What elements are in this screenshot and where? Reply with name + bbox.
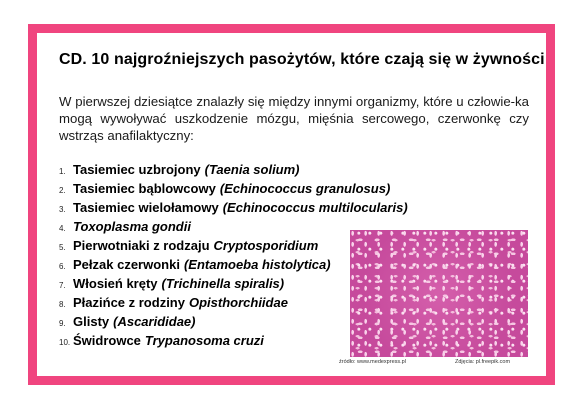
item-latin: Trypanosoma cruzi: [144, 333, 264, 348]
item-number: 4.: [59, 224, 66, 233]
item-latin: (Echinococcus multilocularis): [222, 200, 408, 215]
item-name: Pierwotniaki z rodzaju: [73, 238, 210, 253]
item-number: 3.: [59, 205, 66, 214]
photo-credit: Zdjęcia: pl.freepik.com: [455, 359, 511, 365]
item-latin: (Entamoeba histolytica): [183, 257, 331, 272]
item-latin: (Trichinella spiralis): [161, 276, 285, 291]
item-number: 8.: [59, 300, 66, 309]
microscope-image: [350, 230, 528, 357]
item-number: 7.: [59, 281, 66, 290]
item-name: Glisty: [73, 314, 110, 329]
item-latin: Toxoplasma gondii: [73, 219, 191, 234]
item-latin: Cryptosporidium: [213, 238, 319, 253]
item-latin: (Echinococcus granulosus): [219, 181, 391, 196]
card-frame: [28, 24, 555, 385]
page-title: CD. 10 najgroźniejszych pasożytów, które czają się w żywności: [59, 51, 545, 68]
list-item: [59, 179, 408, 198]
item-number: 2.: [59, 186, 66, 195]
intro-paragraph: W pierwszej dziesiątce znalazły się między innymi organizmy, które u człowie-ka mogą wywoływać uszkodzenie mózgu, mięśnia sercowego, czerwonkę czy wstrząs anafilaktyczny:: [59, 94, 529, 143]
item-number: 5.: [59, 243, 66, 252]
item-number: 10.: [59, 338, 71, 347]
item-latin: (Ascarididae): [113, 314, 196, 329]
item-name: Tasiemiec uzbrojony: [73, 162, 201, 177]
item-name: Tasiemiec bąblowcowy: [73, 181, 216, 196]
list-item: [59, 160, 408, 179]
item-name: Płazińce z rodziny: [73, 295, 185, 310]
item-name: Włosień kręty: [73, 276, 158, 291]
item-latin: (Taenia solium): [204, 162, 300, 177]
item-name: Świdrowce: [73, 333, 141, 348]
item-name: Tasiemiec wielołamowy: [73, 200, 219, 215]
item-number: 1.: [59, 167, 66, 176]
item-name: Pełzak czerwonki: [73, 257, 180, 272]
list-item: [59, 198, 408, 217]
item-number: 9.: [59, 319, 66, 328]
item-latin: Opisthorchiidae: [188, 295, 288, 310]
source-credit: źródło: www.medexpress.pl: [339, 359, 406, 365]
item-number: 6.: [59, 262, 66, 271]
